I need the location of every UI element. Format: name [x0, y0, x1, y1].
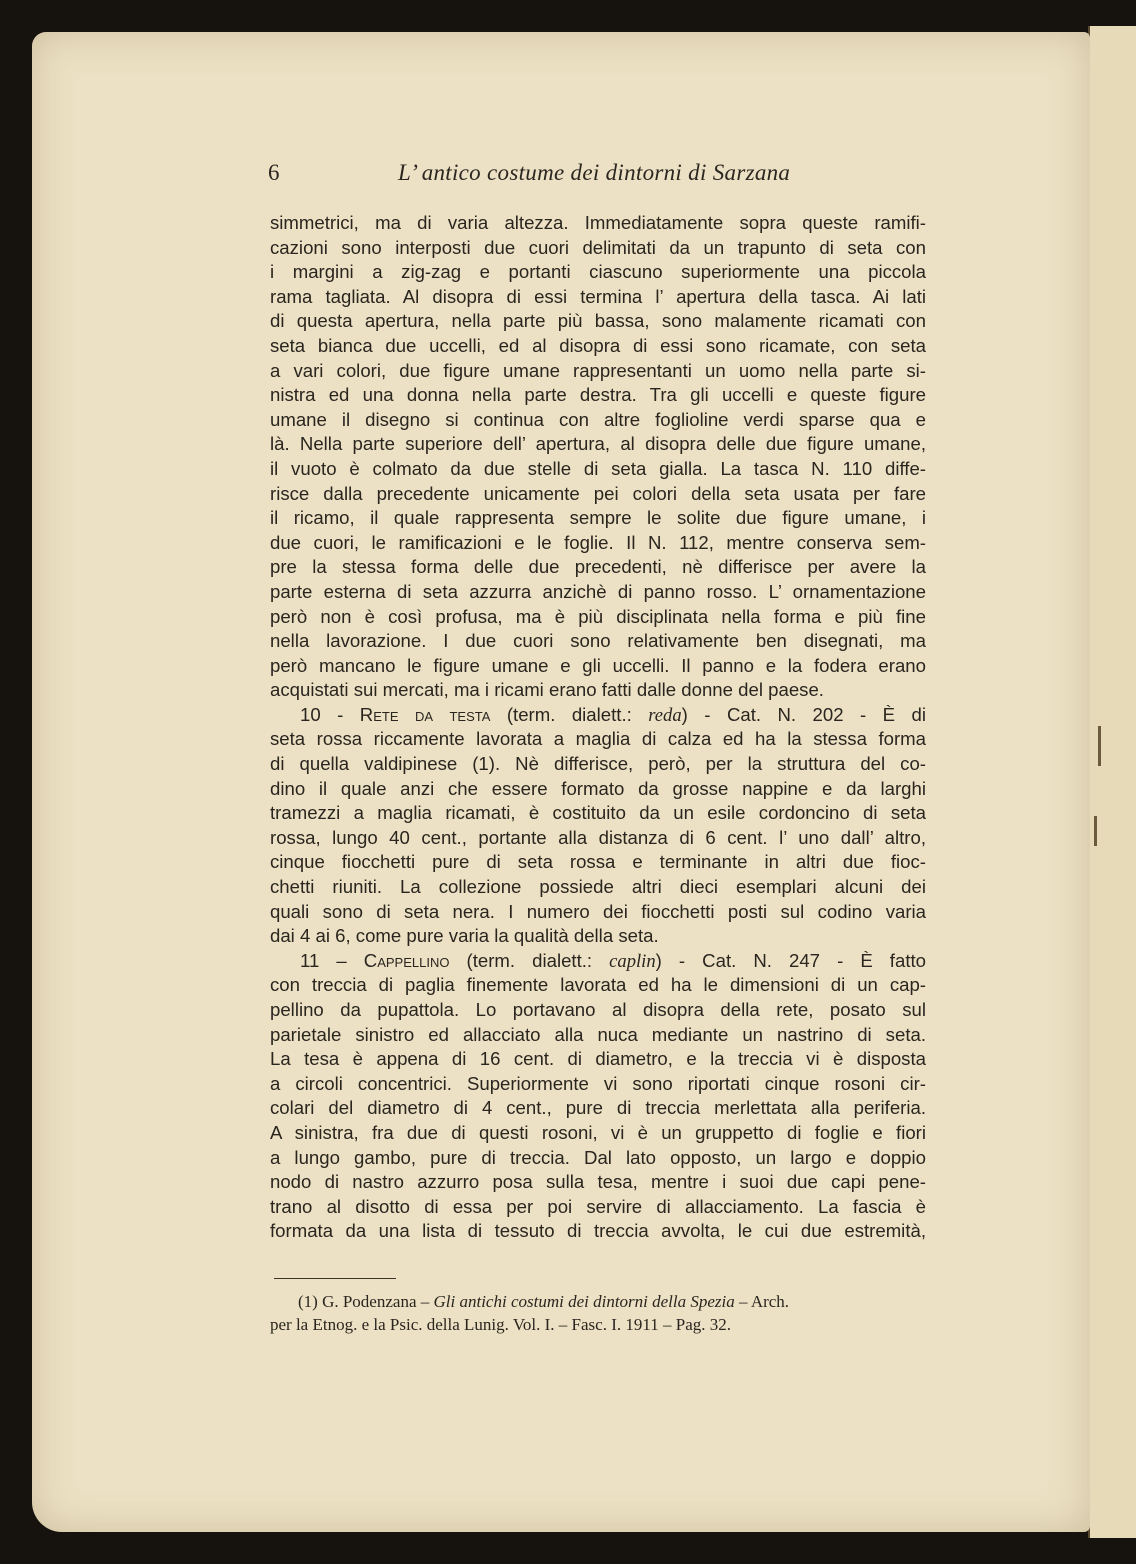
text-line: però mancano le figure umane e gli uccelli. Il panno e la fodera erano: [270, 654, 926, 676]
text-line: cazioni sono interposti due cuori delimitati da un trapunto di seta con: [270, 236, 926, 258]
text-line: tramezzi a maglia ricamati, è costituito da un esile cordoncino di seta: [270, 802, 926, 824]
text-line: risce dalla precedente unicamente pei colori della seta usata per fare: [270, 482, 926, 504]
text-line: dino il quale anzi che essere formato da grosse nappine e da larghi: [270, 777, 926, 799]
section-title: Rete da testa: [359, 703, 491, 725]
footnote-rule: [274, 1278, 396, 1279]
text-line: trano al disotto di essa per poi servire di allacciamento. La fascia è: [270, 1195, 926, 1217]
text-line: colari del diametro di 4 cent., pure di treccia merlettata alla periferia.: [270, 1097, 926, 1119]
footnote: [270, 1290, 926, 1336]
footnote-line: [270, 1290, 926, 1313]
text-line: di questa apertura, nella parte più bassa, sono malamente ricamati con: [270, 310, 926, 332]
text-line: di quella valdipinese (1). Nè differisce, però, per la struttura del co-: [270, 753, 926, 775]
text-line: cinque fiocchetti pure di seta rossa e terminante in altri due fioc-: [270, 851, 926, 873]
text-line: parte esterna di seta azzurra anzichè di panno rosso. L’ ornamentazione: [270, 580, 926, 602]
catalog-ref: ) - Cat. N. 202 - È di: [681, 703, 926, 725]
text-line: il ricamo, il quale rappresenta sempre le solite due figure umane, i: [270, 507, 926, 529]
text-line: nodo di nastro azzurro posa sulla tesa, mentre i suoi due capi pene-: [270, 1171, 926, 1193]
page-header: [268, 160, 928, 192]
text-line: simmetrici, ma di varia altezza. Immediatamente sopra queste ramifi-: [270, 212, 926, 233]
term-prefix: (term. dialett.:: [449, 949, 610, 971]
page-number: 6: [268, 160, 280, 185]
text-line: La tesa è appena di 16 cent. di diametro, e la treccia vi è disposta: [270, 1048, 926, 1070]
text-line: A sinistra, fra due di questi rosoni, vi è un gruppetto di foglie e fiori: [270, 1121, 926, 1143]
text-line: quali sono di seta nera. I numero dei fiocchetti posti sul codino varia: [270, 900, 926, 922]
text-line: seta bianca due uccelli, ed al disopra di essi sono ricamate, con seta: [270, 334, 926, 356]
footnote-title: Gli antichi costumi dei dintorni della Spezia: [433, 1292, 735, 1311]
text-line: acquistati sui mercati, ma i ricami erano fatti dalle donne del paese.: [270, 679, 824, 701]
text-line: a lungo gambo, pure di treccia. Dal lato opposto, un largo e doppio: [270, 1146, 926, 1168]
text-line: umane il disegno si continua con altre foglioline verdi sparse qua e: [270, 408, 926, 430]
text-line: pellino da pupattola. Lo portavano al disopra della rete, posato sul: [270, 999, 926, 1020]
text-line: pre la stessa forma delle due precedenti, nè differisce per avere la: [270, 556, 926, 578]
text-line: chetti riuniti. La collezione possiede altri dieci esemplari alcuni dei: [270, 876, 926, 898]
running-title: L’ antico costume dei dintorni di Sarzana: [398, 160, 791, 185]
text-line: dai 4 ai 6, come pure varia la qualità della seta.: [270, 925, 659, 947]
text-line: a vari colori, due figure umane rappresentanti un uomo nella parte si-: [270, 359, 926, 381]
footnote-marker: (1) G. Podenzana –: [298, 1292, 434, 1311]
text-line: nella lavorazione. I due cuori sono relativamente ben disegnati, ma: [270, 630, 926, 652]
page-edge-mark: [1094, 816, 1097, 846]
page-edge-mark: [1098, 726, 1101, 766]
footnote-after-title: – Arch.: [734, 1292, 790, 1311]
text-line: il vuoto è colmato da due stelle di seta gialla. La tasca N. 110 diffe-: [270, 457, 926, 479]
adjacent-page-edge: [1088, 26, 1136, 1538]
section-number: 10 -: [300, 703, 360, 725]
dialect-term: reda: [648, 704, 682, 726]
text-line: due cuori, le ramificazioni e le foglie. Il N. 112, mentre conserva sem-: [270, 531, 926, 553]
text-line: formata da una lista di tessuto di treccia avvolta, le cui due estremità,: [270, 1220, 926, 1242]
text-line: là. Nella parte superiore dell’ apertura, al disopra delle due figure umane,: [270, 433, 926, 455]
text-line: seta rossa riccamente lavorata a maglia di calza ed ha la stessa forma: [270, 728, 926, 750]
text-line: rossa, lungo 40 cent., portante alla distanza di 6 cent. l’ uno dall’ altro,: [270, 826, 926, 848]
section-heading-cappellino: [270, 949, 926, 974]
section-title: Cappellino: [363, 949, 450, 971]
text-line: però non è così profusa, ma è più disciplinata nella forma e più fine: [270, 605, 926, 627]
section-heading-rete-da-testa: [270, 703, 926, 728]
term-prefix: (term. dialett.:: [490, 703, 649, 725]
text-line: con treccia di paglia finemente lavorata ed ha le dimensioni di un cap-: [270, 974, 926, 996]
text-line: rama tagliata. Al disopra di essi termina l’ apertura della tasca. Ai lati: [270, 285, 926, 307]
text-line: i margini a zig-zag e portanti ciascuno superiormente una piccola: [270, 261, 926, 283]
dialect-term: caplin: [609, 950, 656, 972]
body-text: [270, 211, 926, 1244]
catalog-ref: ) - Cat. N. 247 - È fatto: [655, 949, 926, 971]
text-line: parietale sinistro ed allacciato alla nuca mediante un nastrino di seta.: [270, 1023, 926, 1045]
text-line: nistra ed una donna nella parte destra. Tra gli uccelli e queste figure: [270, 384, 926, 406]
footnote-line: per la Etnog. e la Psic. della Lunig. Vol. I. – Fasc. I. 1911 – Pag. 32.: [270, 1315, 731, 1334]
text-line: a circoli concentrici. Superiormente vi sono riportati cinque rosoni cir-: [270, 1072, 926, 1094]
section-number: 11 –: [300, 949, 364, 971]
